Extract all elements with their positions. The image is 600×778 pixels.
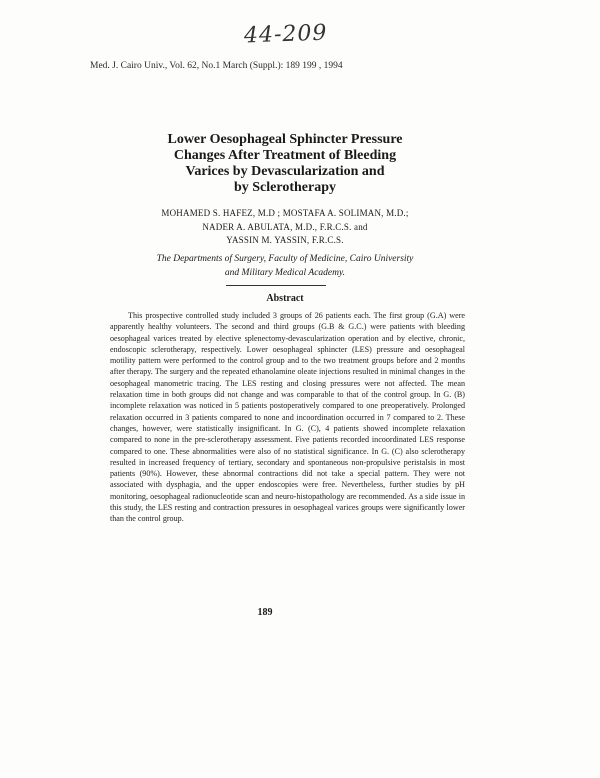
handwritten-note: 44-209 bbox=[243, 20, 328, 49]
abstract-heading: Abstract bbox=[266, 293, 304, 304]
author-list bbox=[110, 207, 460, 248]
author-line: MOHAMED S. HAFEZ, M.D ; MOSTAFA A. SOLIMAN, M.D.; bbox=[161, 208, 409, 218]
author-line: YASSIN M. YASSIN, F.R.C.S. bbox=[226, 235, 344, 245]
title-line: by Sclerotherapy bbox=[233, 180, 336, 195]
title-line: Lower Oesophageal Sphincter Pressure bbox=[167, 132, 403, 147]
abstract-text: This prospective controlled study included 3 groups of 26 patients each. The first group (G.A) were apparently healthy volunteers. The second and third groups (G.B & G.C.) were patients with bleeding oesophageal varices treated by elective splenectomy-devascularization operation and by elective, chronic, endoscopic sclerotherapy, respectively. Lower oesophageal sphincter (LES) pressure and oesophageal motility pattern were performed to the control group and to the two treatment groups before and 2 months after therapy. The surgery and the repeated ethanolamine oleate injections resulted in minimal changes in the oesophageal manometric tracing. The LES resting and closing pressures were not affected. The mean relaxation time in both groups did not change and was comparable to that of the control group. In G. (B) incomplete relaxation was noticed in 5 patients postoperatively compared to one preoperatively. Prolonged relaxation occurred in 3 patients compared to none and incoordination occurred in 7 compared to 2. These changes, however, were statistically insignificant. In G. (C), 4 patients showed incomplete relaxation compared to none in the pre-sclerotherapy assessment. Five patients recorded incoordinated LES response compared to one. These abnormalities were also of no statistical significance. In G. (C) also sclerotherapy resulted in increased frequency of tertiary, secondary and spontaneous non-propulsive peristalsis in most patients (90%). However, these abnormal contractions did not take a special pattern. They were not associated with dysphagia, and the upper endoscopies were free. Nevertheless, further studies by pH monitoring, oesophageal radionucleotide scan and neuro-histopathology are recommended. As a side issue in this study, the LES resting and contraction pressures in oesophageal varices groups were significantly lower than the control group. bbox=[110, 311, 465, 524]
divider-rule bbox=[226, 285, 326, 286]
affiliation-line: and Military Medical Academy. bbox=[224, 268, 346, 278]
author-line: NADER A. ABULATA, M.D., F.R.C.S. and bbox=[202, 221, 368, 232]
title-line: Varices by Devascularization and bbox=[185, 164, 385, 179]
page-number: 189 bbox=[257, 607, 273, 618]
title-line: Changes After Treatment of Bleeding bbox=[173, 148, 397, 163]
journal-citation: Med. J. Cairo Univ., Vol. 62, No.1 March (Suppl.): 189 199 , 1994 bbox=[90, 61, 343, 71]
affiliation-line: The Departments of Surgery, Faculty of Medicine, Cairo University bbox=[156, 254, 414, 264]
article-title bbox=[110, 132, 460, 196]
affiliation bbox=[110, 252, 460, 280]
